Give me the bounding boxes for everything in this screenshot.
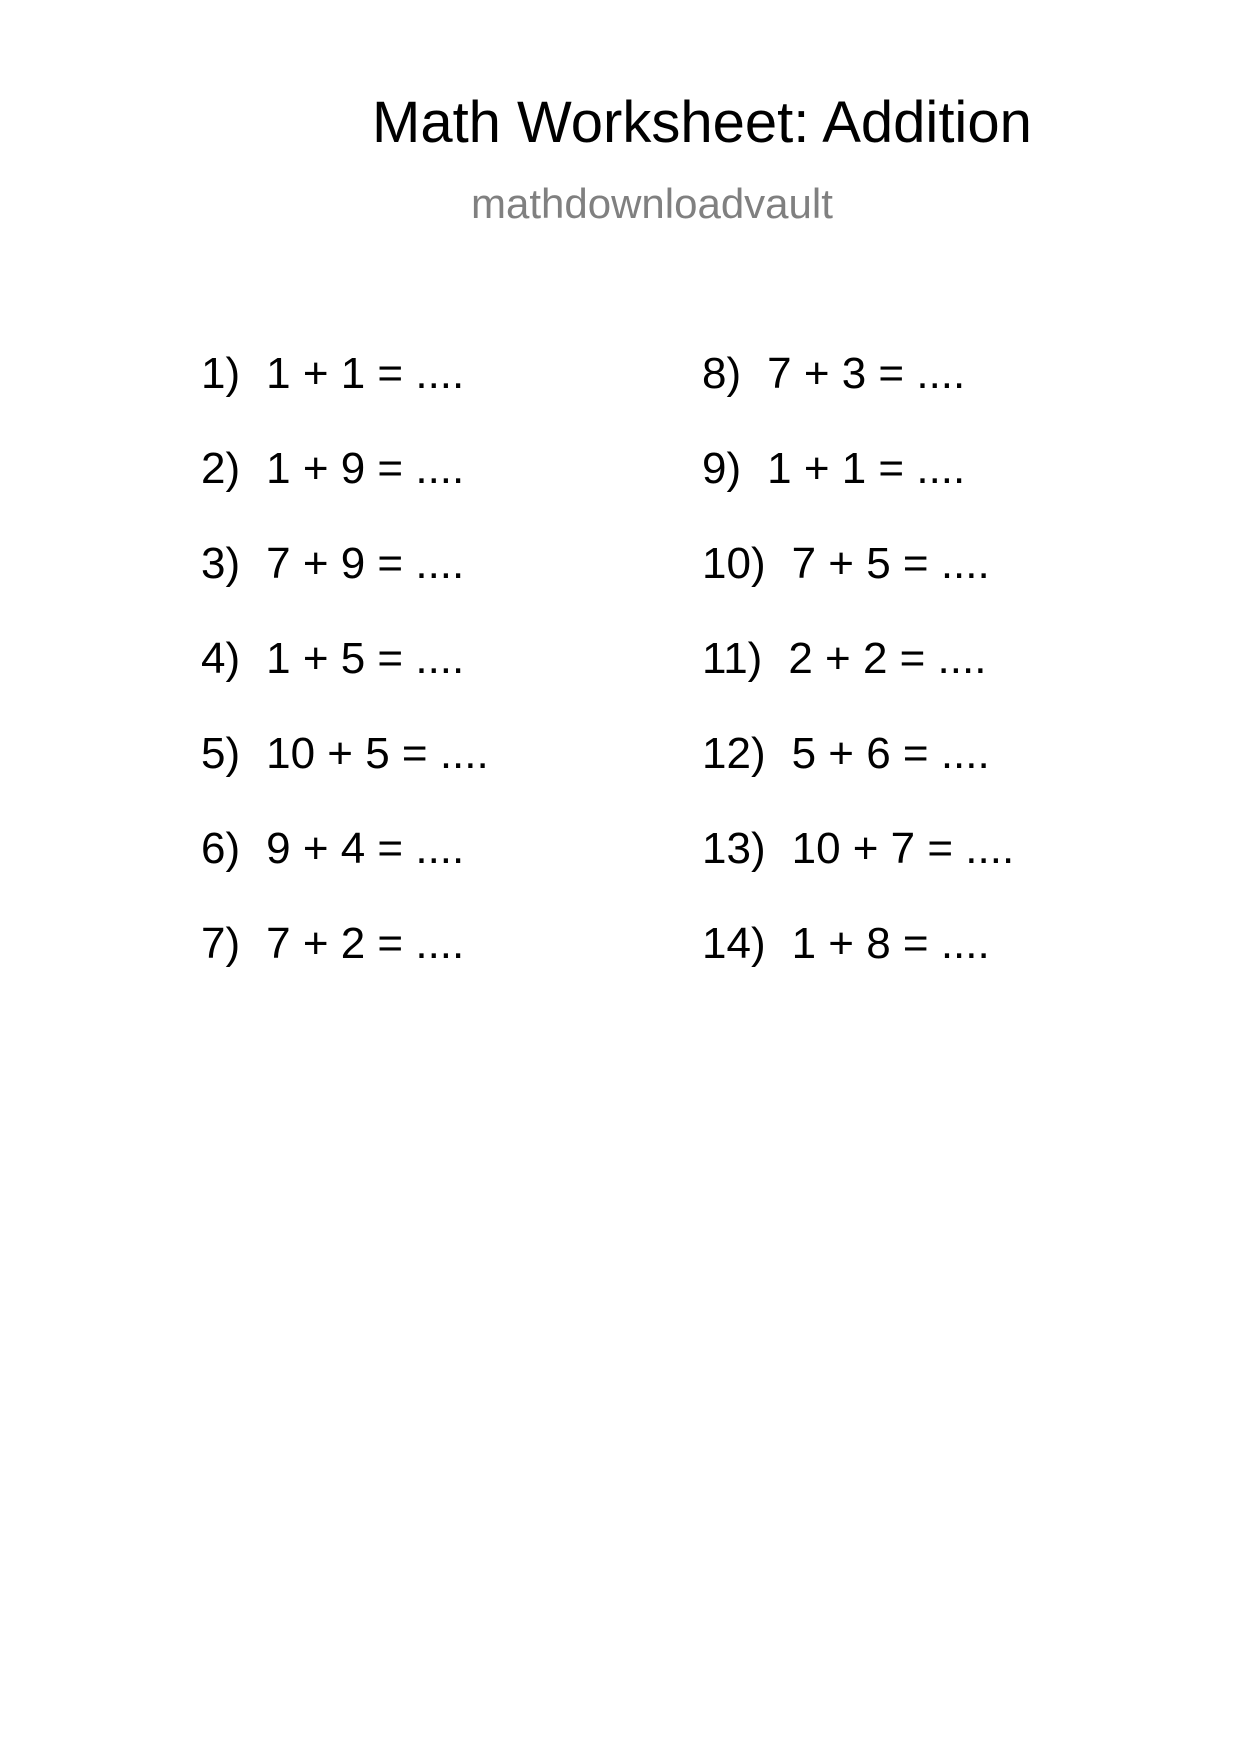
problem-item xyxy=(201,729,489,827)
problem-item xyxy=(201,919,489,1017)
problem-number: 6) xyxy=(201,824,241,873)
problem-number: 10) xyxy=(702,539,766,588)
problem-item xyxy=(201,634,489,732)
problem-number: 2) xyxy=(201,444,241,493)
problem-number: 4) xyxy=(201,634,241,683)
problem-number: 9) xyxy=(702,444,742,493)
problem-item xyxy=(201,824,489,922)
problem-column-left xyxy=(201,349,489,1017)
problem-item xyxy=(201,539,489,637)
problem-item xyxy=(702,539,1014,637)
problem-expression: 1 + 5 = .... xyxy=(266,634,465,683)
problem-item xyxy=(702,634,1014,732)
problem-number: 12) xyxy=(702,729,766,778)
problem-item xyxy=(201,349,489,447)
problem-expression: 7 + 9 = .... xyxy=(266,539,465,588)
problem-expression: 7 + 5 = .... xyxy=(791,539,990,588)
problem-expression: 9 + 4 = .... xyxy=(266,824,465,873)
problem-expression: 7 + 2 = .... xyxy=(266,919,465,968)
page-title: Math Worksheet: Addition xyxy=(372,90,1032,155)
problem-item xyxy=(702,444,1014,542)
problem-expression: 5 + 6 = .... xyxy=(791,729,990,778)
problem-number: 8) xyxy=(702,349,742,398)
problem-item xyxy=(702,729,1014,827)
problem-item xyxy=(702,349,1014,447)
problem-expression: 1 + 1 = .... xyxy=(767,444,966,493)
problem-expression: 1 + 9 = .... xyxy=(266,444,465,493)
problem-number: 7) xyxy=(201,919,241,968)
problem-expression: 2 + 2 = .... xyxy=(788,634,987,683)
problem-expression: 1 + 1 = .... xyxy=(266,349,465,398)
problem-expression: 10 + 7 = .... xyxy=(791,824,1015,873)
page-subtitle: mathdownloadvault xyxy=(471,180,833,227)
problem-number: 13) xyxy=(702,824,766,873)
problem-expression: 1 + 8 = .... xyxy=(791,919,990,968)
problem-number: 1) xyxy=(201,349,241,398)
problem-item xyxy=(702,824,1015,922)
problem-number: 5) xyxy=(201,729,241,778)
problem-expression: 7 + 3 = .... xyxy=(767,349,966,398)
problem-item xyxy=(201,444,489,542)
problem-expression: 10 + 5 = .... xyxy=(266,729,489,778)
problem-number: 14) xyxy=(702,919,766,968)
problem-item xyxy=(702,919,1014,1017)
problem-number: 11) xyxy=(702,634,763,683)
problem-column-right xyxy=(702,349,1015,1017)
problem-number: 3) xyxy=(201,539,241,588)
